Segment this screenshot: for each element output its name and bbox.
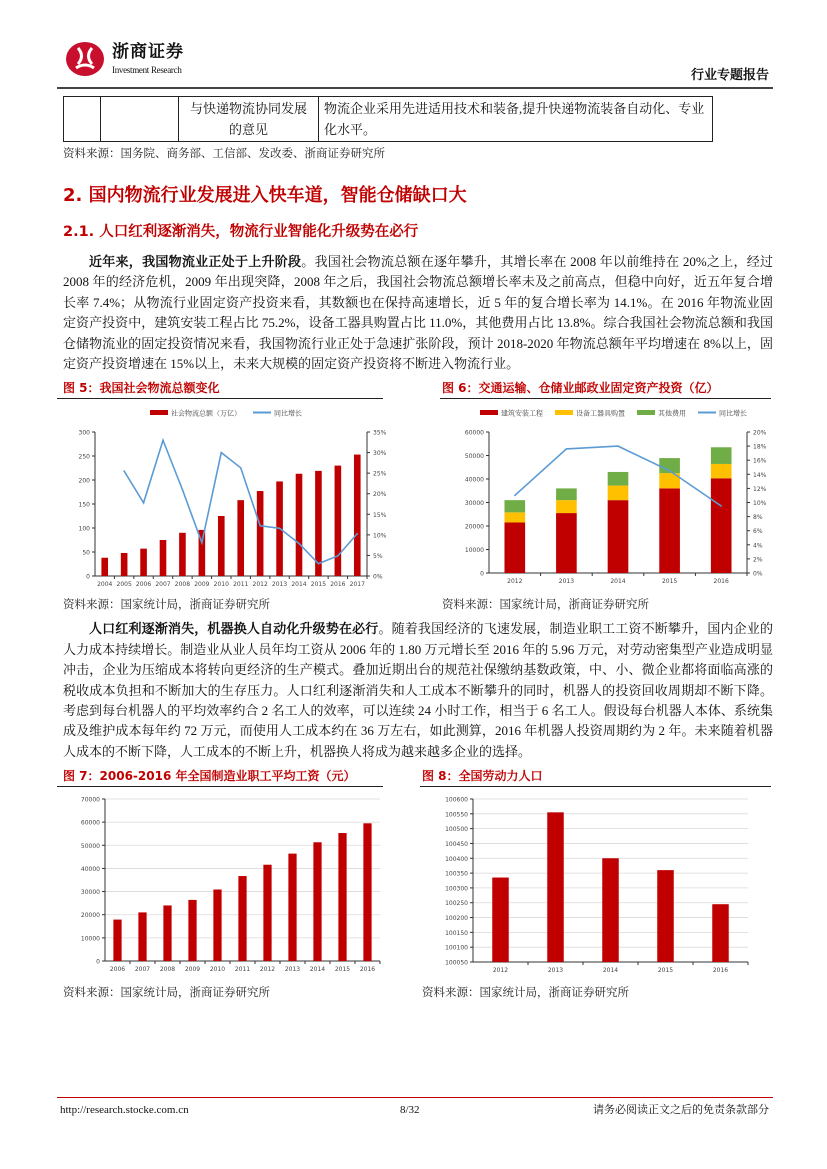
figure-5	[55, 380, 385, 613]
y2-tick-label: 2%	[753, 556, 763, 564]
bar	[101, 558, 108, 576]
y-tick-label: 100450	[445, 841, 468, 849]
legend-swatch	[480, 410, 498, 415]
legend-label: 建筑安装工程	[501, 409, 543, 418]
y2-tick-label: 20%	[373, 491, 387, 499]
y-tick-label: 100400	[445, 856, 468, 864]
x-tick-label: 2010	[209, 966, 226, 974]
footer-divider	[57, 1097, 773, 1098]
subsection-heading: 2.1. 人口红利逐渐消失，物流行业智能化升级势在必行	[63, 224, 419, 240]
y-tick-label: 100600	[445, 796, 468, 804]
figure-6	[440, 380, 780, 613]
y-tick-label: 40000	[80, 866, 100, 874]
x-tick-label: 2007	[134, 966, 151, 974]
y-tick-label: 100200	[445, 915, 468, 923]
figure-row	[63, 380, 773, 613]
x-tick-label: 2013	[547, 967, 564, 975]
figure-8-title: 图 8：全国劳动力人口	[422, 769, 543, 784]
y2-tick-label: 30%	[373, 450, 387, 458]
bar	[504, 501, 525, 513]
page-number: 8/32	[400, 1104, 420, 1116]
y-tick-label: 10000	[80, 935, 100, 943]
x-tick-label: 2014	[610, 578, 626, 586]
section-heading: 2. 国内物流行业发展进入快车道，智能仓储缺口大	[63, 185, 467, 206]
x-tick-label: 2016	[713, 578, 729, 586]
y-tick-label: 50	[82, 549, 90, 557]
x-tick-label: 2013	[284, 966, 301, 974]
bar	[288, 854, 296, 961]
line-point	[617, 446, 619, 448]
y-tick-label: 100150	[445, 930, 468, 938]
bar	[504, 523, 525, 574]
x-tick-label: 2015	[661, 578, 678, 586]
x-tick-label: 2014	[309, 966, 326, 974]
bar	[296, 474, 303, 576]
logo-icon	[64, 40, 106, 78]
bar	[547, 813, 564, 963]
legend-swatch	[555, 410, 573, 415]
header-divider	[57, 87, 773, 89]
y2-tick-label: 5%	[373, 553, 383, 561]
figure-5-chart	[55, 399, 385, 594]
legend-label: 同比增长	[719, 409, 747, 418]
line-point	[201, 542, 203, 544]
figure-6-source: 资料来源：国家统计局，浙商证券研究所	[442, 599, 649, 612]
bar	[163, 906, 171, 962]
y2-tick-label: 20%	[753, 429, 767, 437]
paragraph-1	[63, 252, 773, 374]
figure-7-chart	[55, 787, 385, 982]
bar	[188, 900, 196, 961]
x-tick-label: 2006	[109, 966, 126, 974]
bar	[608, 486, 629, 501]
y-tick-label: 100	[78, 525, 90, 533]
y2-tick-label: 8%	[753, 514, 763, 522]
bar	[556, 501, 577, 514]
bar	[121, 553, 128, 576]
y-tick-label: 100300	[445, 885, 468, 893]
paragraph-body: 。随着我国经济的飞速发展，制造业职工工资不断攀升，国内企业的人力成本持续增长。制造业从业人员年均工资从 2006 年的 1.80 万元增长至 2016 年的 5.96 万元，对劳动密集型产业造成明显冲击，企业为压缩成本将转向更经济的生产模式。叠加近期出台的规范社保缴纳基数政策，中、小、微企业都将面临高涨的税收成本负担和不断加大的生存压力。人口红利逐渐消失和人工成本不断攀升的同时，机器人的投资回收周期却不断下降。考虑到每台机器人的平均效率约合 2 名工人的效率，可以连续 24 小时工作，相当于 6 名工人。假设每台机器人本体、系统集成及维护成本每年约 72 万元，而使用人工成本约在 36 万左右，如此测算，2016 年机器人投资周期约为 2 年。未来随着机器人成本的不断下降，人工成本的不断上升，机器换人将成为越来越多企业的选择。	[63, 621, 773, 759]
y2-tick-label: 10%	[753, 500, 767, 508]
x-tick-label: 2016	[712, 967, 729, 975]
x-tick-label: 2004	[97, 581, 113, 589]
line-point	[566, 449, 568, 451]
line-point	[220, 452, 222, 454]
x-tick-label: 2015	[310, 581, 327, 589]
x-tick-label: 2012	[492, 967, 509, 975]
bar	[556, 489, 577, 501]
table-row	[64, 97, 713, 142]
x-tick-label: 2012	[252, 581, 268, 589]
x-tick-label: 2012	[507, 578, 523, 586]
y2-tick-label: 16%	[753, 458, 767, 466]
y2-tick-label: 4%	[753, 542, 763, 550]
figure-row	[63, 768, 773, 1001]
figure-8	[420, 768, 770, 1001]
y-tick-label: 100350	[445, 870, 468, 878]
bar	[238, 876, 246, 961]
bar	[113, 920, 121, 961]
figure-7	[55, 768, 385, 1001]
legend-swatch	[637, 410, 655, 415]
y-tick-label: 250	[78, 453, 90, 461]
bar	[179, 533, 186, 576]
bar	[138, 913, 146, 962]
line-point	[143, 502, 145, 504]
bar	[659, 489, 680, 574]
legend-label: 社会物流总额（万亿）	[171, 409, 241, 418]
table-cell: 与快递物流协同发展的意见	[179, 97, 319, 142]
line-point	[514, 495, 516, 497]
x-tick-label: 2007	[155, 581, 171, 589]
paragraph-lead: 人口红利逐渐消失，机器换人自动化升级势在必行	[89, 621, 379, 637]
x-tick-label: 2013	[558, 578, 575, 586]
bar	[657, 870, 674, 962]
y2-tick-label: 35%	[373, 429, 387, 437]
x-tick-label: 2008	[174, 581, 191, 589]
figure-5-source: 资料来源：国家统计局，浙商证券研究所	[63, 599, 270, 612]
bar	[160, 540, 167, 576]
bar	[608, 472, 629, 486]
x-tick-label: 2016	[330, 581, 346, 589]
legend-label: 其他费用	[658, 409, 686, 418]
line-point	[182, 489, 184, 491]
figure-7-title: 图 7：2006-2016 年全国制造业职工平均工资（元）	[63, 769, 356, 784]
x-tick-label: 2010	[213, 581, 229, 589]
x-tick-label: 2014	[602, 967, 619, 975]
y-tick-label: 10000	[464, 547, 484, 555]
x-tick-label: 2015	[657, 967, 674, 975]
brand-subtitle: Investment Research	[112, 65, 182, 75]
bar	[711, 464, 732, 478]
report-type: 行业专题报告	[690, 68, 769, 83]
table-cell	[64, 97, 101, 142]
y-tick-label: 100250	[445, 900, 468, 908]
figure-6-title: 图 6：交通运输、仓储业邮政业固定资产投资（亿）	[442, 381, 719, 396]
legend-label: 设备工器具购置	[576, 409, 625, 418]
x-tick-label: 2008	[159, 966, 176, 974]
y-tick-label: 20000	[80, 912, 100, 920]
main-content	[63, 96, 773, 1001]
legend-swatch	[150, 410, 168, 415]
y-tick-label: 30000	[464, 500, 484, 508]
x-tick-label: 2012	[259, 966, 276, 974]
y-tick-label: 50000	[80, 843, 100, 851]
bar	[218, 516, 225, 576]
x-tick-label: 2014	[291, 581, 307, 589]
bar	[237, 501, 244, 577]
y2-tick-label: 0%	[373, 573, 383, 581]
brand-name: 浙商证券	[112, 42, 184, 61]
y2-tick-label: 0%	[753, 570, 763, 578]
line-point	[669, 470, 671, 472]
y2-tick-label: 12%	[753, 486, 767, 494]
y-tick-label: 20000	[464, 523, 484, 531]
x-tick-label: 2009	[194, 581, 210, 589]
bar	[257, 491, 264, 576]
paragraph-2	[63, 619, 773, 762]
y2-tick-label: 15%	[373, 512, 387, 520]
y-tick-label: 0	[86, 573, 90, 581]
y-tick-label: 60000	[464, 429, 484, 437]
x-tick-label: 2016	[359, 966, 376, 974]
line-point	[356, 533, 358, 535]
table-cell	[101, 97, 179, 142]
bar	[711, 479, 732, 574]
bar	[504, 513, 525, 523]
figure-8-source: 资料来源：国家统计局，浙商证券研究所	[422, 987, 629, 1000]
line-point	[240, 467, 242, 469]
y-tick-label: 0	[96, 958, 100, 966]
line-point	[720, 506, 722, 508]
x-tick-label: 2005	[116, 581, 132, 589]
legend-label: 同比增长	[274, 409, 302, 418]
footer-disclaimer: 请务必阅读正文之后的免责条款部分	[593, 1104, 769, 1116]
x-tick-label: 2009	[184, 966, 201, 974]
y-tick-label: 50000	[464, 453, 484, 461]
bar	[363, 824, 371, 962]
paragraph-lead: 近年来，我国物流业正处于上升阶段	[89, 254, 302, 269]
y2-tick-label: 14%	[753, 472, 767, 480]
y-tick-label: 30000	[80, 889, 100, 897]
footer-url[interactable]: http://research.stocke.com.cn	[60, 1104, 189, 1116]
policy-table	[63, 96, 713, 142]
bar	[711, 448, 732, 465]
y-tick-label: 100550	[445, 811, 468, 819]
line-point	[279, 528, 281, 530]
bar	[602, 859, 619, 963]
y2-tick-label: 6%	[753, 528, 763, 536]
y-tick-label: 100050	[445, 959, 468, 967]
y2-tick-label: 10%	[373, 532, 387, 540]
figure-6-chart	[440, 399, 780, 594]
y-tick-label: 40000	[464, 476, 484, 484]
bar	[556, 514, 577, 574]
table-cell: 物流企业采用先进适用技术和装备,提升快递物流装备自动化、专业化水平。	[319, 97, 713, 142]
bar	[335, 466, 342, 576]
y2-tick-label: 25%	[373, 471, 387, 479]
figure-7-source: 资料来源：国家统计局，浙商证券研究所	[63, 987, 270, 1000]
x-tick-label: 2011	[233, 581, 249, 589]
line-point	[162, 440, 164, 442]
y-tick-label: 300	[78, 429, 90, 437]
line-point	[259, 525, 261, 527]
bar	[263, 865, 271, 961]
y-tick-label: 0	[480, 570, 484, 578]
line-point	[318, 563, 320, 565]
x-tick-label: 2006	[135, 581, 152, 589]
y-tick-label: 70000	[80, 796, 100, 804]
x-tick-label: 2017	[349, 581, 365, 589]
bar	[608, 501, 629, 574]
x-tick-label: 2013	[271, 581, 288, 589]
paragraph-body: 。我国社会物流总额在逐年攀升，其增长率在 2008 年以前维持在 20%之上，经过 2008 年的经济危机，2009 年出现突降，2008 年之后，我国社会物流总额增长率未及之前高点，但稳中向好，近五年复合增长率 7.4%；从物流行业固定资产投资来看，其数额也在保持高速增长，近 5 年的复合增长率为 14.1%。在 2016 年物流业固定资产投资中，建筑安装工程占比 75.2%，设备工器具购置占比 11.0%，其他费用占比 13.8%。综合我国社会物流总额和我国仓储物流业的固定投资情况来看，我国物流行业正处于急速扩张阶段，预计 2018-2020 年物流总额年平均增速在 8%以上，固定资产投资增速在 15%以上，未来大规模的固定资产投资将不断进入物流行业。	[63, 254, 773, 372]
y-tick-label: 100100	[445, 944, 468, 952]
y-tick-label: 100500	[445, 826, 468, 834]
bar	[140, 549, 147, 576]
line-point	[123, 471, 125, 473]
x-tick-label: 2011	[234, 966, 251, 974]
table-source: 资料来源：国务院、商务部、工信部、发改委、浙商证券研究所	[63, 148, 385, 160]
y2-tick-label: 18%	[753, 444, 767, 452]
bar	[492, 878, 509, 962]
line-point	[298, 543, 300, 545]
bar	[354, 455, 361, 576]
y-tick-label: 200	[78, 477, 90, 485]
line-point	[337, 555, 339, 557]
y-tick-label: 150	[78, 501, 90, 509]
bar	[313, 843, 321, 962]
bar	[338, 833, 346, 961]
figure-5-title: 图 5：我国社会物流总额变化	[63, 381, 220, 396]
x-tick-label: 2015	[334, 966, 351, 974]
bar	[213, 890, 221, 962]
bar	[712, 904, 729, 962]
y-tick-label: 60000	[80, 819, 100, 827]
figure-8-chart	[420, 787, 770, 982]
